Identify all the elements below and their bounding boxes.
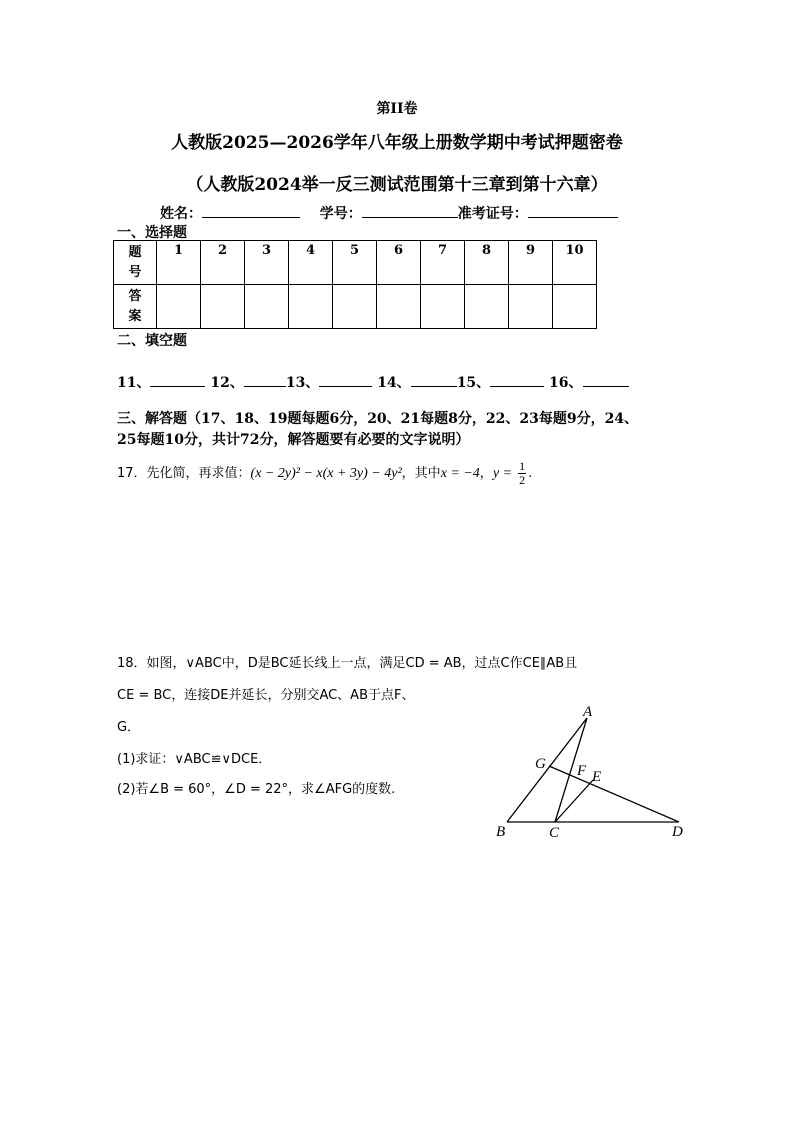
answer-header: 答 案 — [114, 285, 157, 329]
section3-line1: 三、解答题（17、18、19题每题6分，20、21每题8分，22、23每题9分，24、 — [117, 411, 639, 427]
exam-subtitle: （人教版2024举一反三测试范围第十三章到第十六章） — [186, 175, 608, 195]
label-b: B — [496, 824, 506, 840]
line-ce — [555, 780, 593, 822]
volume-label: 第II卷 — [376, 101, 418, 117]
label-g: G — [535, 756, 546, 772]
question-number: 10 — [553, 241, 597, 285]
q17-condition-y: y = — [492, 466, 512, 481]
q17-end: . — [528, 466, 533, 481]
q18-line2: CE = BC，连接DE并延长，分别交AC、AB于点F、 — [117, 688, 415, 703]
q17-condition-x: x = −4 — [440, 466, 480, 481]
name-label: 姓名： — [160, 206, 202, 222]
section2-title: 二、填空题 — [117, 333, 187, 349]
q17-fraction: $\frac{1}{2}$ — [519, 459, 526, 487]
label-c: C — [549, 825, 560, 841]
section1-title: 一、选择题 — [117, 225, 187, 241]
q17-mid: ，其中 — [401, 466, 441, 481]
section3-line2: 25每题10分，共计72分，解答题要有必要的文字说明） — [117, 432, 470, 448]
label-a: A — [583, 704, 593, 720]
q18-line3: G． — [117, 720, 141, 735]
line-gd — [549, 766, 679, 822]
question-number: 7 — [421, 241, 465, 285]
q17-separator: ， — [479, 466, 493, 481]
label-d: D — [672, 824, 683, 840]
question-number: 4 — [289, 241, 333, 285]
student-id-label: 学号： — [319, 206, 362, 222]
question-number: 6 — [377, 241, 421, 285]
exam-title: 人教版2025—2026学年八年级上册数学期中考试押题密卷 — [171, 133, 623, 153]
q18-line1: 18．如图，∨ABC中，D是BC延长线上一点，满足CD = AB，过点C作CE∥AB且 — [117, 656, 578, 671]
question-number: 3 — [245, 241, 289, 285]
fill-blank-line: 11、 12、 13、 14、 15、 16、 — [117, 372, 629, 392]
question-number: 2 — [201, 241, 245, 285]
question-number: 8 — [465, 241, 509, 285]
q17-prefix: 17．先化简，再求值： — [117, 466, 251, 481]
question-number: 1 — [157, 241, 201, 285]
question-number: 5 — [333, 241, 377, 285]
q18-part1: (1)求证：∨ABC≌∨DCE． — [117, 752, 272, 767]
label-f: F — [577, 763, 587, 779]
label-e: E — [592, 769, 602, 785]
exam-number-label: 准考证号： — [457, 206, 528, 222]
line-ba — [507, 718, 587, 822]
q18-part2: (2)若∠B = 60°，∠D = 22°，求∠AFG的度数. — [117, 782, 396, 797]
number-header: 题 号 — [114, 241, 157, 285]
q17-expression: (x − 2y)² − x(x + 3y) − 4y² — [250, 466, 402, 481]
question-number: 9 — [509, 241, 553, 285]
